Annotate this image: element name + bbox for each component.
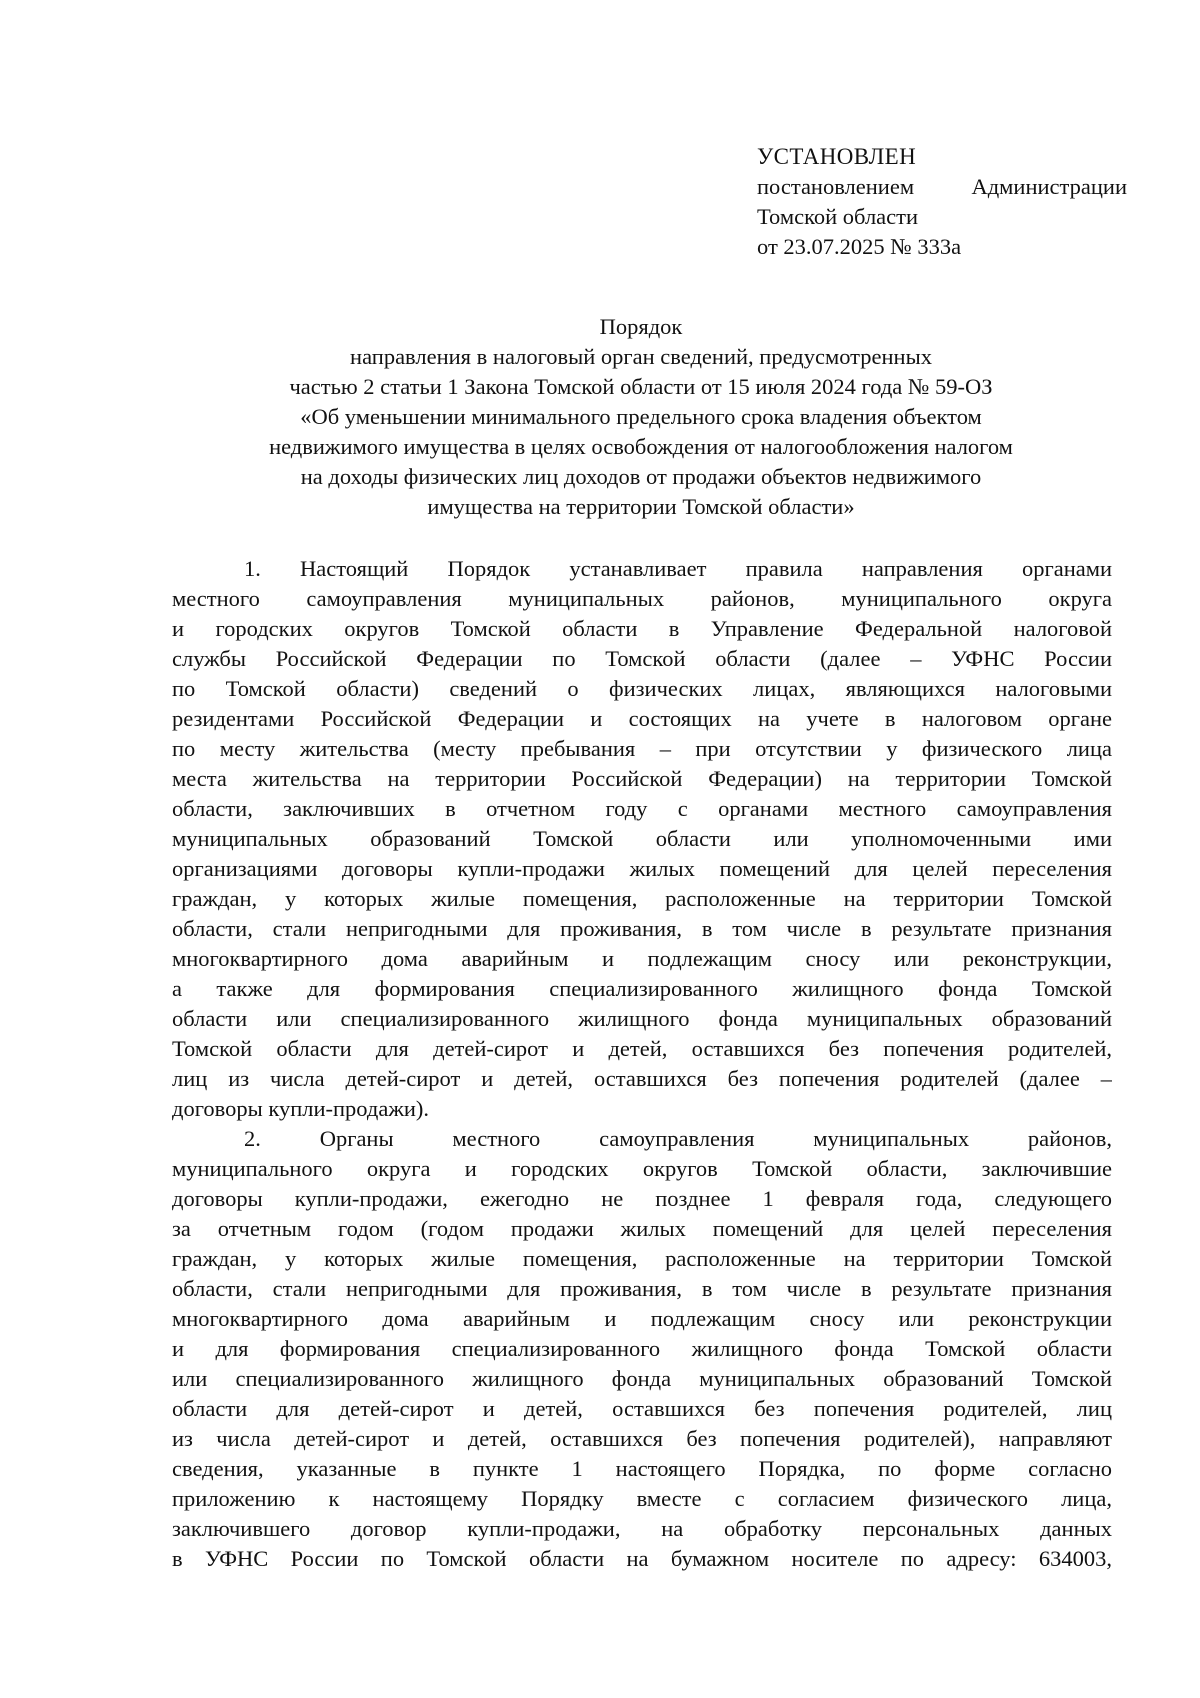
title-line: направления в налоговый орган сведений, предусмотренных xyxy=(350,344,932,369)
text-line: граждан, у которых жилые помещения, расположенные на территории Томской xyxy=(172,886,1112,911)
text-line: или специализированного жилищного фонда муниципальных образований Томской xyxy=(172,1366,1112,1391)
title-line: имущества на территории Томской области» xyxy=(427,494,855,519)
text-line: области, заключивших в отчетном году с органами местного самоуправления xyxy=(172,796,1112,821)
text-line: в УФНС России по Томской области на бумажном носителе по адресу: 634003, xyxy=(172,1546,1112,1571)
text-line: лиц из числа детей-сирот и детей, оставшихся без попечения родителей (далее – xyxy=(172,1066,1112,1091)
text-line: договоры купли-продажи, ежегодно не позднее 1 февраля года, следующего xyxy=(172,1186,1112,1211)
approval-line-1 xyxy=(757,172,1127,202)
text-line: по месту жительства (месту пребывания – при отсутствии у физического лица xyxy=(172,736,1112,761)
paragraph-1 xyxy=(172,554,1112,1124)
text-line: и для формирования специализированного жилищного фонда Томской области xyxy=(172,1336,1112,1361)
approval-line-3: от 23.07.2025 № 333а xyxy=(757,234,962,259)
text-line: области, стали непригодными для проживания, в том числе в результате признания xyxy=(172,916,1112,941)
text-line: из числа детей-сирот и детей, оставшихся без попечения родителей), направляют xyxy=(172,1426,1112,1451)
approval-line-1-left: постановлением xyxy=(757,174,915,199)
text-line: многоквартирного дома аварийным и подлежащим сносу или реконструкции xyxy=(172,1306,1112,1331)
text-line: муниципальных образований Томской области или уполномоченными ими xyxy=(172,826,1112,851)
text-line: резидентами Российской Федерации и состоящих на учете в налоговом органе xyxy=(172,706,1112,731)
text-line: по Томской области) сведений о физических лицах, являющихся налоговыми xyxy=(172,676,1112,701)
approval-line-2: Томской области xyxy=(757,204,919,229)
text-line: места жительства на территории Российской Федерации) на территории Томской xyxy=(172,766,1112,791)
text-line: местного самоуправления муниципальных районов, муниципального округа xyxy=(172,586,1112,611)
approval-line-1-right: Администрации xyxy=(971,174,1127,199)
title-line: частью 2 статьи 1 Закона Томской области от 15 июля 2024 года № 59-ОЗ xyxy=(289,374,993,399)
approval-stamp xyxy=(757,142,1127,262)
text-line: договоры купли-продажи). xyxy=(172,1096,430,1121)
text-line: 1. Настоящий Порядок устанавливает правила направления органами xyxy=(244,556,1112,581)
text-line: муниципального округа и городских округов Томской области, заключившие xyxy=(172,1156,1112,1181)
text-line: области для детей-сирот и детей, оставшихся без попечения родителей, лиц xyxy=(172,1396,1112,1421)
text-line: и городских округов Томской области в Управление Федеральной налоговой xyxy=(172,616,1112,641)
title-line: на доходы физических лиц доходов от продажи объектов недвижимого xyxy=(300,464,982,489)
text-line: многоквартирного дома аварийным и подлежащим сносу или реконструкции, xyxy=(172,946,1112,971)
text-line: сведения, указанные в пункте 1 настоящего Порядка, по форме согласно xyxy=(172,1456,1112,1481)
text-line: Томской области для детей-сирот и детей, оставшихся без попечения родителей, xyxy=(172,1036,1112,1061)
title-line: «Об уменьшении минимального предельного срока владения объектом xyxy=(300,404,982,429)
title-line: недвижимого имущества в целях освобождения от налогообложения налогом xyxy=(269,434,1013,459)
text-line: области, стали непригодными для проживания, в том числе в результате признания xyxy=(172,1276,1112,1301)
text-line: а также для формирования специализированного жилищного фонда Томской xyxy=(172,976,1112,1001)
text-line: приложению к настоящему Порядку вместе с согласием физического лица, xyxy=(172,1486,1112,1511)
document-title-block xyxy=(150,312,1132,522)
approval-heading: УСТАНОВЛЕН xyxy=(757,144,917,169)
text-line: 2. Органы местного самоуправления муниципальных районов, xyxy=(244,1126,1112,1151)
text-line: области или специализированного жилищного фонда муниципальных образований xyxy=(172,1006,1112,1031)
text-line: службы Российской Федерации по Томской области (далее – УФНС России xyxy=(172,646,1112,671)
text-line: за отчетным годом (годом продажи жилых помещений для целей переселения xyxy=(172,1216,1112,1241)
paragraph-2 xyxy=(172,1124,1112,1574)
document-title: Порядок xyxy=(599,314,683,339)
text-line: граждан, у которых жилые помещения, расположенные на территории Томской xyxy=(172,1246,1112,1271)
text-line: организациями договоры купли-продажи жилых помещений для целей переселения xyxy=(172,856,1112,881)
text-line: заключившего договор купли-продажи, на обработку персональных данных xyxy=(172,1516,1112,1541)
document-body xyxy=(172,554,1112,1574)
